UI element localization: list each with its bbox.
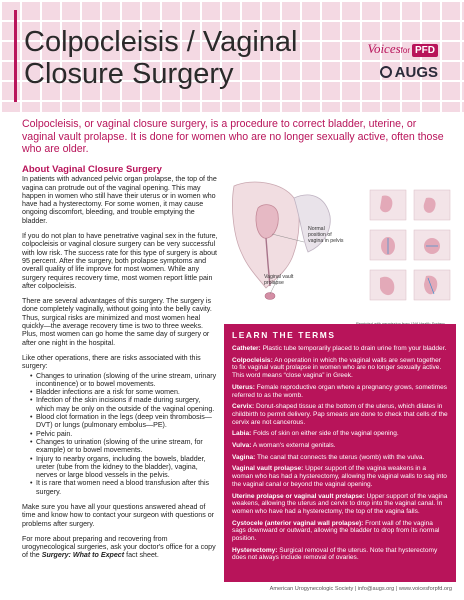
more-info-prefix: For more about preparing and recovering from urogynecological surgeries, ask your doctor's office for a copy of the — [22, 534, 216, 560]
list-item: • It is rare that women need a blood transfusion after this surgery. — [30, 479, 218, 496]
term-label: Uterus: — [232, 383, 255, 391]
augs-logo[interactable] — [380, 64, 438, 81]
list-item: • Bladder infections are a risk for some women. — [30, 388, 218, 396]
logo-pfd-text: PFD — [412, 44, 438, 57]
term-label: Labia: — [232, 430, 252, 438]
header-accent-bar — [14, 10, 17, 102]
terms-title: LEARN THE TERMS — [232, 330, 336, 340]
term-labia — [232, 430, 448, 438]
term-definition: Donut-shaped tissue at the bottom of the uterus, which dilates in childbirth to permit delivery. Pap smears are done to check that cells of the cervix are not cancerous. — [232, 403, 448, 426]
term-definition: Upper support of the vagina weakens in a woman who has had a hysterectomy, allowing the vaginal walls to sag into the vaginal canal or beyond the vaginal opening. — [232, 465, 447, 488]
term-definition: Surgical removal of the uterus. Note that hysterectomy does not always include removal of ovaries. — [232, 546, 438, 562]
learn-the-terms-box — [224, 324, 456, 582]
more-info-suffix: fact sheet. — [124, 551, 159, 560]
term-definition: Upper support of the vagina weakens, allowing the uterus and cervix to drop into the vaginal canal. In women who have had a hysterectomy, the top of the vagina falls. — [232, 492, 448, 515]
anatomy-illustration — [222, 168, 454, 318]
list-item: • Injury to nearby organs, including the bowels, bladder, ureter (tube from the kidney to the bladder), vagina, nerves or large blood vessels in the pelvis. — [30, 455, 218, 480]
term-vaginal-vault-prolapse — [232, 465, 448, 488]
logo-for-text: for — [400, 46, 410, 55]
term-label: Vaginal vault prolapse: — [232, 465, 304, 473]
term-uterus — [232, 384, 448, 399]
label-normal-position: Normal position of vagina in pelvis — [308, 226, 344, 244]
fact-sheet-title: Surgery: What to Expect — [41, 551, 125, 560]
logo-voices-text: Voices — [367, 41, 401, 56]
about-paragraph-2: If you do not plan to have penetrative vaginal sex in the future, colpocleisis or vaginal closure surgery can be very successful with low risk. The success rate for this type of surgery is about 95 percent. After the surgery, both prolapse symptoms and overall quality of life improve for most women. While any surgery requires recovery time, most women report little pain after colpocleisis. — [22, 232, 218, 290]
term-label: Hysterectomy: — [232, 546, 278, 554]
voices-for-pfd-logo[interactable] — [367, 40, 438, 58]
closing-paragraph: Make sure you have all your questions answered ahead of time and know how to contact your surgeon with questions or problems after surgery. — [22, 502, 215, 528]
header-banner — [0, 0, 464, 112]
intro-paragraph: Colpocleisis, or vaginal closure surgery, is a procedure to correct bladder, uterine, or vaginal vault prolapse. It is done for women who are no longer sexually active, often those who are older. — [22, 118, 444, 155]
list-item: • Changes to urination (slowing of the urine stream, for example) or to bowel movements. — [30, 438, 218, 455]
term-cystocele — [232, 520, 448, 543]
term-colpocleisis — [232, 357, 448, 380]
term-definition: The canal that connects the uterus (womb) with the vulva. — [255, 453, 425, 461]
more-info-paragraph — [22, 535, 218, 560]
term-label: Catheter: — [232, 345, 261, 352]
term-hysterectomy — [232, 547, 448, 562]
term-definition: Female reproductive organ where a pregnancy grows, sometimes referred to as the womb. — [232, 383, 448, 399]
term-uterine-prolapse — [232, 493, 448, 516]
list-item: • Pelvic pain. — [30, 430, 218, 438]
term-definition: Plastic tube temporarily placed to drain urine from your bladder. — [260, 345, 447, 352]
list-item: • Changes to urination (slowing of the urine stream, urinary incontinence) or to bowel movements. — [30, 372, 218, 389]
term-label: Vulva: — [232, 442, 252, 450]
term-definition: Front wall of the vagina sags downward or outward, allowing the bladder to drop from its normal position. — [232, 519, 440, 543]
term-cervix — [232, 403, 448, 426]
page-footer: American Urogynecologic Society | info@augs.org | www.voicesforpfd.org — [269, 586, 452, 592]
risks-intro: Like other operations, there are risks associated with this surgery: — [22, 353, 201, 371]
term-catheter — [232, 345, 448, 353]
term-definition: A woman's external genitals. — [251, 442, 336, 450]
term-vagina — [232, 454, 448, 462]
term-label: Cervix: — [232, 403, 255, 411]
term-label: Cystocele (anterior vaginal wall prolapse): — [232, 519, 364, 527]
label-vault-prolapse: Vaginal vault prolapse — [264, 274, 294, 286]
term-definition: An operation in which the vaginal walls are sewn together to fix vaginal vault prolapse in women who are no longer sexually active. This word means “close vagina” in Greek. — [232, 356, 442, 380]
term-label: Vagina: — [232, 453, 256, 461]
page-title: Colpocleisis / Vaginal Closure Surgery — [24, 26, 298, 90]
term-label: Uterine prolapse or vaginal vault prolapse: — [232, 492, 365, 500]
about-paragraph-1: In patients with advanced pelvic organ prolapse, the top of the vagina can protrude out of the vaginal opening. This may happen in women who still have their uterus or in women who have had a hysterectomy. For some women, it may cause ongoing discomfort, bleeding, and trouble emptying the bladder. — [22, 175, 217, 225]
augs-circle-icon — [380, 66, 392, 78]
section-title-about: About Vaginal Closure Surgery — [22, 164, 162, 175]
risks-list — [30, 372, 218, 496]
about-section — [22, 166, 218, 567]
term-vulva — [232, 442, 448, 450]
about-paragraph-3: There are several advantages of this surgery. The surgery is done completely vaginally, without going into the belly cavity. Thus, surgical risks are minimized and most women heal quickly—the average recovery time is two to three weeks. Plus, most women can go home the same day of surgery or after one night in the hospital. — [22, 297, 212, 347]
list-item: • Infection of the skin incisions if made during surgery, which may be only on the outside of the vaginal opening. — [30, 396, 218, 413]
term-definition: Folds of skin on either side of the vaginal opening. — [251, 430, 399, 438]
augs-logo-text: AUGS — [394, 64, 438, 81]
term-label: Colpocleisis: — [232, 356, 273, 364]
procedure-step-figures — [370, 190, 450, 300]
list-item: • Blood clot formation in the legs (deep vein thrombosis—DVT) or lungs (pulmonary embolus—PE). — [30, 413, 218, 430]
